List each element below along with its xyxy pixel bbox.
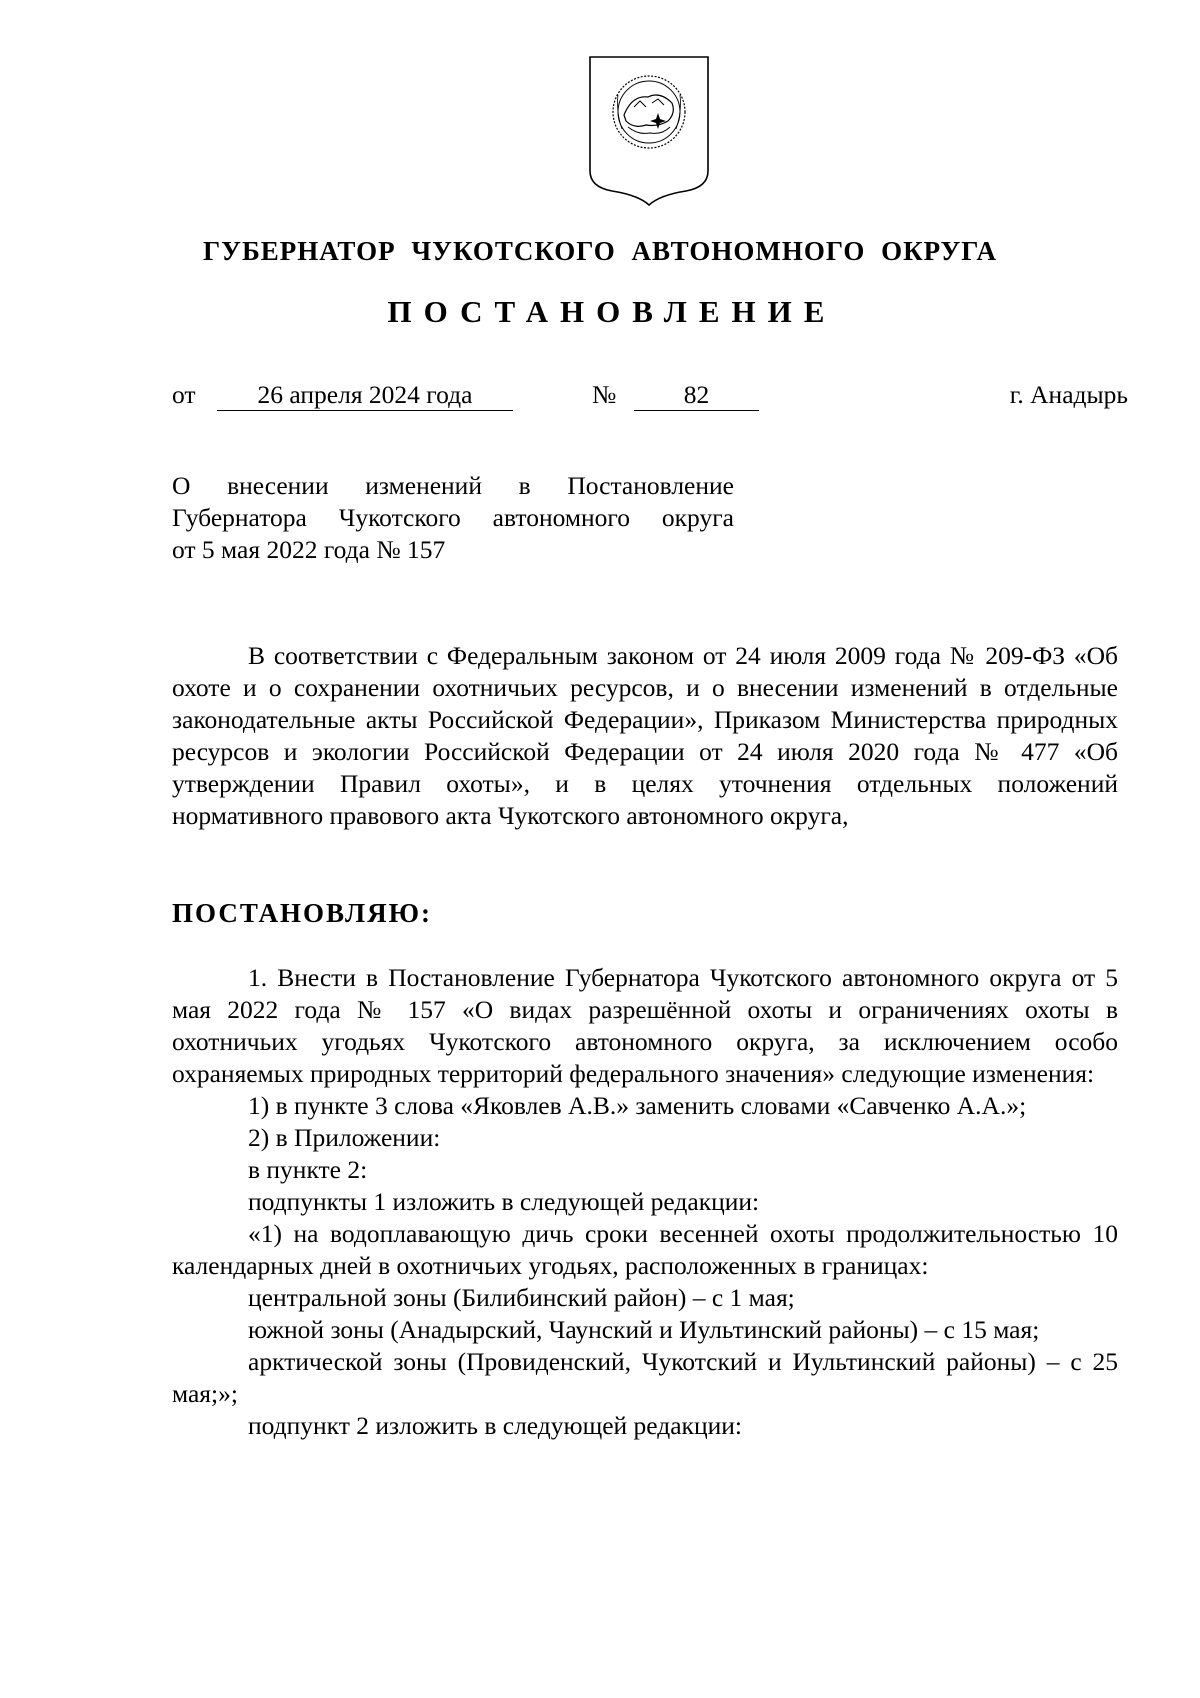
document-subject bbox=[172, 470, 734, 566]
body-paragraph: подпункт 2 изложить в следующей редакции: bbox=[248, 1411, 742, 1440]
body-paragraph: южной зоны (Анадырский, Чаунский и Иультинский районы) – с 15 мая; bbox=[248, 1315, 1040, 1344]
decree-body bbox=[172, 962, 1118, 1442]
document-type-title: ПОСТАНОВЛЕНИЕ bbox=[387, 294, 837, 329]
subject-line: О внесении изменений в Постановление bbox=[172, 471, 734, 500]
preamble-paragraph: В соответствии с Федеральным законом от 24 июля 2009 года № 209-ФЗ «Об охоте и о сохранении охотничьих ресурсов, и о внесении изменений в отдельные законодательные акты Российской Федерации», Приказом Министерства природных ресурсов и экологии Российской Федерации от 24 июля 2020 года № 477 «Об утверждении Правил охоты», и в целях уточнения отдельных положений нормативного правового акта Чукотского автономного округа, bbox=[172, 641, 1118, 830]
number-sign: № bbox=[592, 380, 617, 409]
date-prefix: от bbox=[172, 380, 196, 409]
body-paragraph: арктической зоны (Провиденский, Чукотский и Иультинский районы) – с 25 мая;»; bbox=[172, 1347, 1118, 1408]
dateline bbox=[172, 380, 1128, 414]
resolve-heading: ПОСТАНОВЛЯЮ: bbox=[172, 898, 432, 928]
document-date: 26 апреля 2024 года bbox=[217, 380, 513, 411]
city: г. Анадырь bbox=[1009, 380, 1128, 409]
body-paragraph: 1. Внести в Постановление Губернатора Чукотского автономного округа от 5 мая 2022 года № 157 «О видах разрешённой охоты и ограничениях охоты в охотничьих угодьях Чукотского автономного округа, за исключением особо охраняемых природных территорий федерального значения» следующие изменения: bbox=[172, 963, 1118, 1088]
document-number: 82 bbox=[634, 380, 759, 411]
body-paragraph: в пункте 2: bbox=[248, 1155, 368, 1184]
body-paragraph: 2) в Приложении: bbox=[248, 1123, 441, 1152]
body-paragraph: подпункты 1 изложить в следующей редакции: bbox=[248, 1187, 760, 1216]
subject-line: Губернатора Чукотского автономного округа bbox=[172, 503, 734, 532]
coat-of-arms-emblem bbox=[588, 55, 710, 207]
body-paragraph: центральной зоны (Билибинский район) – с 1 мая; bbox=[248, 1283, 795, 1312]
body-paragraph: 1) в пункте 3 слова «Яковлев А.В.» заменить словами «Савченко А.А.»; bbox=[248, 1091, 1027, 1120]
body-paragraph: «1) на водоплавающую дичь сроки весенней охоты продолжительностью 10 календарных дней в охотничьих угодьях, расположенных в границах: bbox=[172, 1219, 1118, 1280]
subject-line: от 5 мая 2022 года № 157 bbox=[172, 535, 446, 564]
authority-heading: ГУБЕРНАТОР ЧУКОТСКОГО АВТОНОМНОГО ОКРУГА bbox=[202, 236, 998, 266]
